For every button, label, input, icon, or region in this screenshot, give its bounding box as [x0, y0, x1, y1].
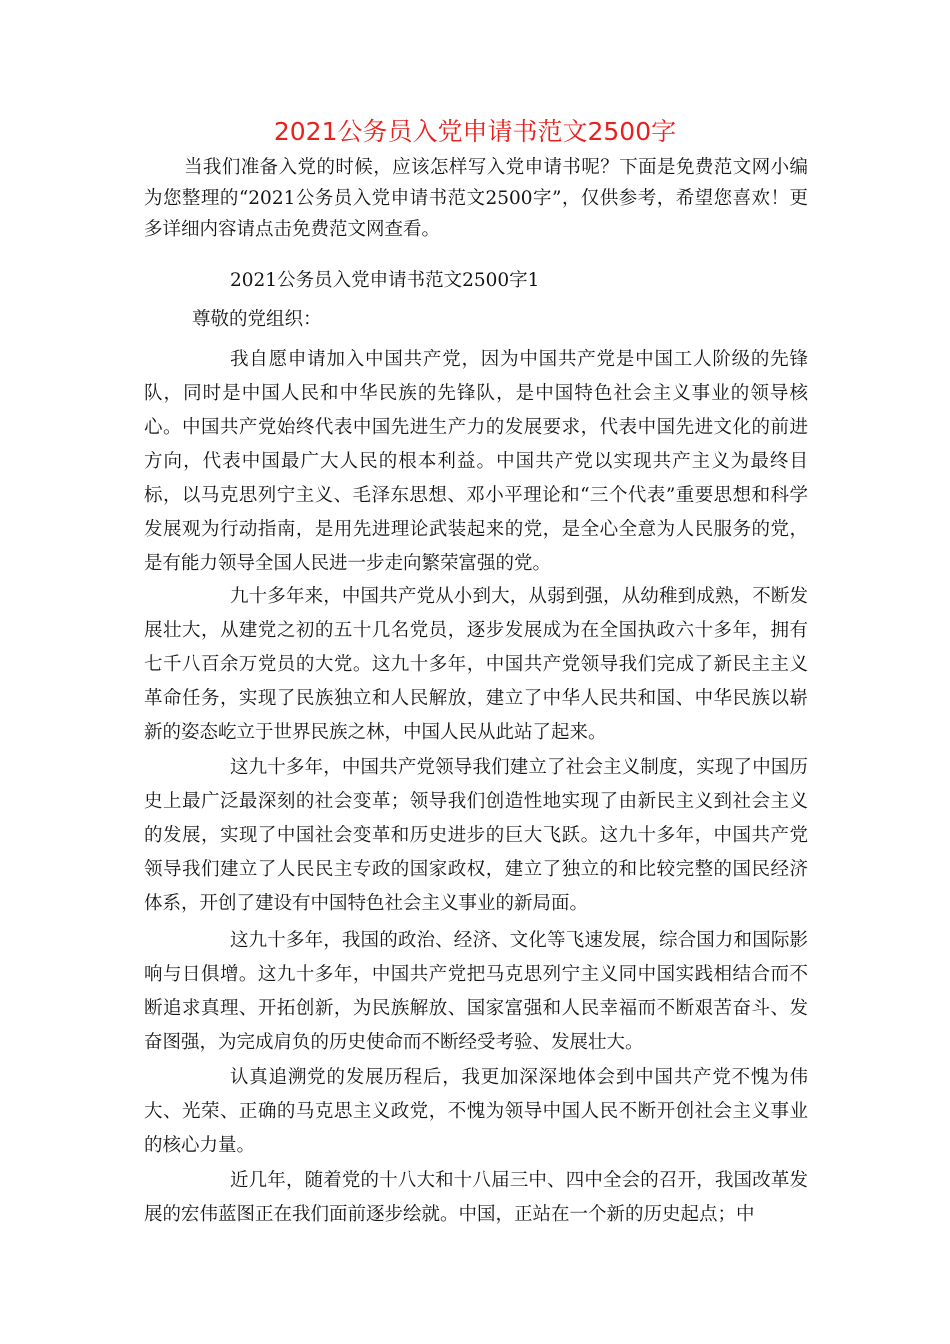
salutation: 尊敬的党组织： — [192, 309, 322, 330]
body-paragraph: 我自愿申请加入中国共产党，因为中国共产党是中国工人阶级的先锋队，同时是中国人民和中华民族的先锋队，是中国特色社会主义事业的领导核心。中国共产党始终代表中国先进生产力的发展要求，代表中国先进文化的前进方向，代表中国最广大人民的根本利益。中国共产党以实现共产主义为最终目标，以马克思列宁主义、毛泽东思想、邓小平理论和“三个代表”重要思想和科学发展观为行动指南，是用先进理论武装起来的党，是全心全意为人民服务的党，是有能力领导全国人民进一步走向繁荣富强的党。 — [144, 349, 808, 574]
body-paragraph: 近几年，随着党的十八大和十八届三中、四中全会的召开，我国改革发展的宏伟蓝图正在我们面前逐步绘就。中国，正站在一个新的历史起点；中 — [144, 1170, 808, 1225]
intro-paragraph: 当我们准备入党的时候，应该怎样写入党申请书呢？下面是免费范文网小编为您整理的“2021公务员入党申请书范文2500字”，仅供参考，希望您喜欢！更多详细内容请点击免费范文网查看。 — [144, 157, 808, 240]
document-title: 2021公务员入党申请书范文2500字 — [273, 117, 677, 146]
section-subtitle: 2021公务员入党申请书范文2500字1 — [230, 270, 540, 291]
body-paragraph: 这九十多年，中国共产党领导我们建立了社会主义制度，实现了中国历史上最广泛最深刻的社会变革；领导我们创造性地实现了由新民主义到社会主义的发展，实现了中国社会变革和历史进步的巨大飞跃。这九十多年，中国共产党领导我们建立了人民民主专政的国家政权，建立了独立的和比较完整的国民经济体系，开创了建设有中国特色社会主义事业的新局面。 — [144, 757, 808, 914]
body-paragraph: 认真追溯党的发展历程后，我更加深深地体会到中国共产党不愧为伟大、光荣、正确的马克思主义政党，不愧为领导中国人民不断开创社会主义事业的核心力量。 — [144, 1067, 808, 1156]
body-paragraph: 这九十多年，我国的政治、经济、文化等飞速发展，综合国力和国际影响与日俱增。这九十多年，中国共产党把马克思列宁主义同中国实践相结合而不断追求真理、开拓创新，为民族解放、国家富强和人民幸福而不断艰苦奋斗、发奋图强，为完成肩负的历史使命而不断经受考验、发展壮大。 — [144, 930, 808, 1053]
body-paragraph: 九十多年来，中国共产党从小到大，从弱到强，从幼稚到成熟，不断发展壮大，从建党之初的五十几名党员，逐步发展成为在全国执政六十多年，拥有七千八百余万党员的大党。这九十多年，中国共产党领导我们完成了新民主主义革命任务，实现了民族独立和人民解放，建立了中华人民共和国、中华民族以崭新的姿态屹立于世界民族之林，中国人民从此站了起来。 — [144, 586, 808, 743]
